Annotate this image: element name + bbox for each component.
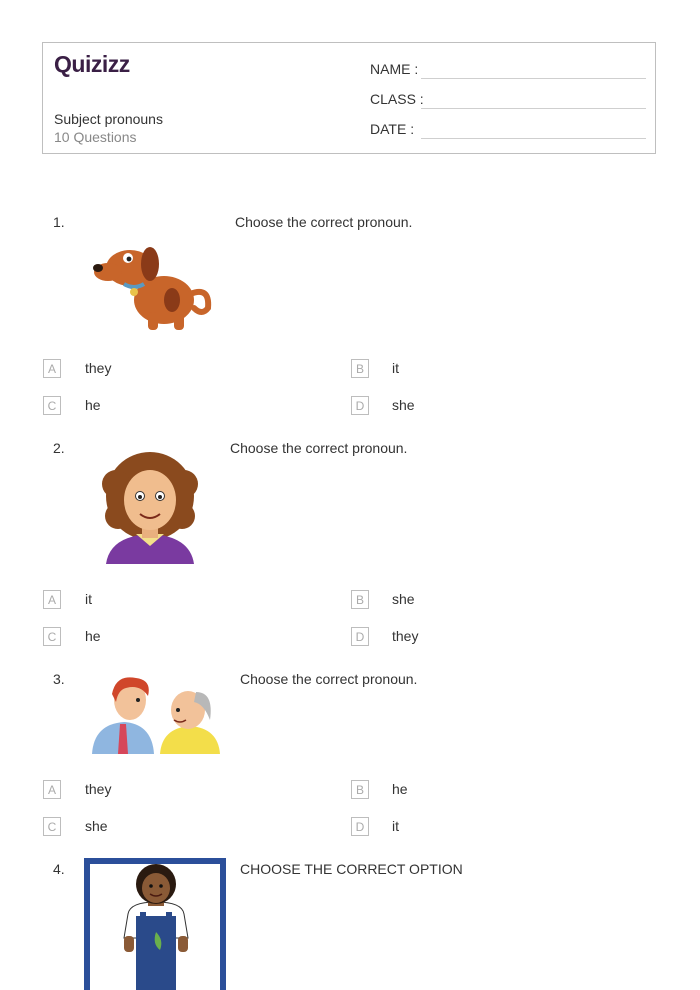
option-text[interactable]: it [85,591,92,607]
option-text[interactable]: she [85,818,108,834]
name-field[interactable] [421,78,646,79]
option-text[interactable]: it [392,818,399,834]
worksheet-title: Subject pronouns [54,111,163,127]
class-field[interactable] [421,108,646,109]
question-count: 10 Questions [54,129,137,145]
option-text[interactable]: they [85,781,112,797]
option-letter: A [43,590,61,609]
question-number: 2. [53,440,65,456]
question-number: 1. [53,214,65,230]
option-letter: B [351,590,369,609]
option-letter: A [43,780,61,799]
class-label: CLASS : [370,91,424,107]
option-letter: A [43,359,61,378]
two-men-icon [90,672,222,754]
option-text[interactable]: he [85,628,101,644]
option-text[interactable]: he [392,781,408,797]
date-label: DATE : [370,121,415,137]
option-letter: D [351,817,369,836]
question-number: 4. [53,861,65,877]
option-letter: C [43,817,61,836]
option-letter: C [43,627,61,646]
name-label: NAME : [370,61,419,77]
question-prompt: Choose the correct pronoun. [240,671,418,687]
date-field[interactable] [421,138,646,139]
option-text[interactable]: he [85,397,101,413]
question-number: 3. [53,671,65,687]
option-text[interactable]: she [392,397,415,413]
option-letter: B [351,780,369,799]
worksheet-header [42,42,656,154]
option-letter: D [351,396,369,415]
woman-overalls-icon [84,858,226,990]
dog-icon [90,228,218,332]
option-text[interactable]: they [392,628,419,644]
quizizz-logo: Quizizz [54,51,130,77]
girl-icon [96,446,204,564]
question-prompt: Choose the correct pronoun. [230,440,408,456]
option-text[interactable]: she [392,591,415,607]
option-letter: B [351,359,369,378]
option-text[interactable]: they [85,360,112,376]
question-prompt: CHOOSE THE CORRECT OPTION [240,861,463,877]
option-letter: C [43,396,61,415]
question-prompt: Choose the correct pronoun. [235,214,413,230]
option-letter: D [351,627,369,646]
option-text[interactable]: it [392,360,399,376]
